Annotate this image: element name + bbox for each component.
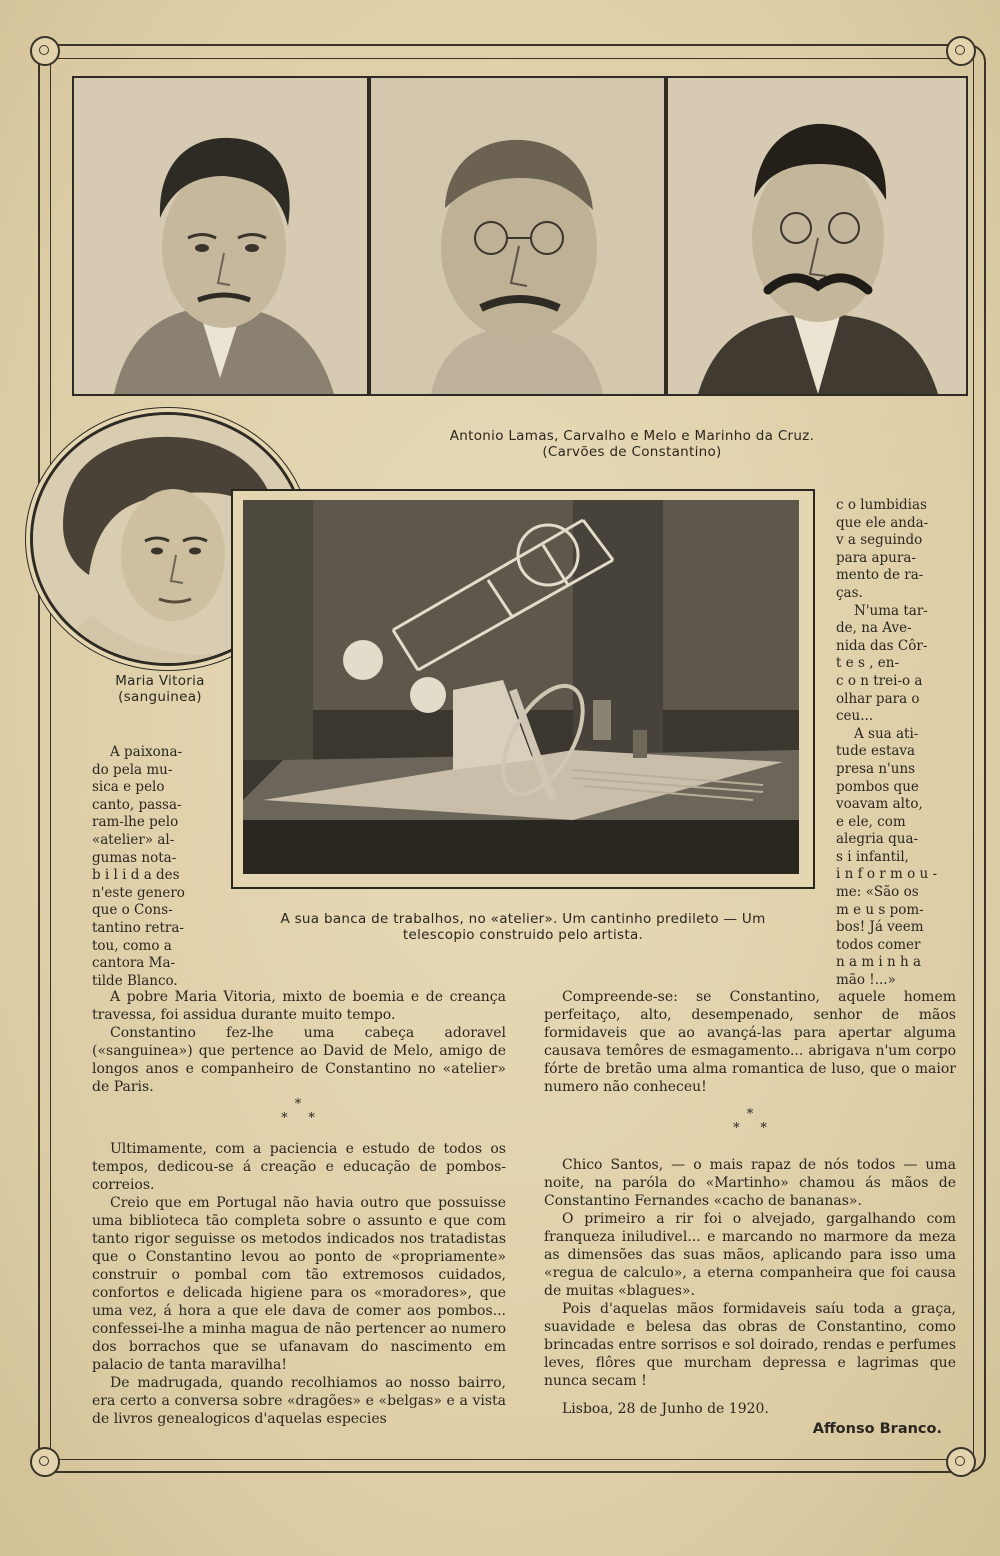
photo-caption <box>238 911 808 943</box>
text-line: voavam alto, <box>836 796 923 813</box>
text-line: n'este genero <box>92 884 185 901</box>
portrait-antonio-lamas <box>72 76 369 396</box>
paragraph: Chico Santos, — o mais rapaz de nós todos — uma noite, na paróla do «Martinho» chamou ás mãos de Constantino Fernandes «cacho de bananas». <box>544 1157 956 1209</box>
portrait-carvalho-e-melo <box>369 76 666 396</box>
separator-star: * <box>733 1121 740 1136</box>
corner-ornament <box>30 1447 60 1477</box>
separator-stars-pair <box>720 1122 780 1136</box>
paragraph: Creio que em Portugal não havia outro que possuisse uma biblioteca tão completa sobre o assunto e que com tanto rigor seguisse os metodos indicados nos tratadistas que o Constantino levou ao ponto de «propriamente» construir o pombal com tão extremosos cuidados, confortos e delicada higiene para os «moradores», que uma vez, á hora a que ele dava de comer aos pombos... confessei-lhe a minha magua de não pertencer ao numero dos borrachos que se ufanavam do nascimento em palacio de tanta maravilha! <box>92 1195 506 1373</box>
text-line: de, na Ave- <box>836 620 912 637</box>
photo-caption-line2: telescopio construido pelo artista. <box>402 927 644 943</box>
corner-ornament <box>30 36 60 66</box>
text-line: b i l i d a des <box>92 867 180 884</box>
text-line: A paixona- <box>110 744 183 760</box>
separator-star: * <box>281 1111 288 1126</box>
text-line: v a seguindo <box>836 532 923 549</box>
paragraph: Constantino fez-lhe uma cabeça adoravel («sanguinea») que pertence ao David de Melo, amigo de longos anos e companheiro de Constantino no «atelier» de Paris. <box>92 1025 506 1095</box>
text-line: me: «São os <box>836 884 919 901</box>
dateline: Lisboa, 28 de Junho de 1920. <box>562 1401 769 1417</box>
left-column-lower <box>92 1140 506 1428</box>
telescope-photograph <box>231 489 815 889</box>
text-line: tilde Blanco. <box>92 972 178 989</box>
text-line: s i infantil, <box>836 848 909 865</box>
text-line: alegria qua- <box>836 831 919 848</box>
section-separator <box>720 1108 780 1136</box>
text-line: ceu... <box>836 708 874 725</box>
paragraph: Pois d'aquelas mãos formidaveis saíu toda a graça, suavidade e belesa das obras de Constantino, como brincadas entre sorrisos e sol doirado, rendas e perfumes leves, flôres que murcham depressa e lagrimas que nunca secam ! <box>544 1301 956 1389</box>
text-line: tou, como a <box>92 937 172 954</box>
oval-caption-line1: Maria Vitoria <box>115 673 205 689</box>
separator-star: * <box>294 1097 302 1112</box>
oval-caption <box>70 673 250 705</box>
text-line: ças. <box>836 584 863 601</box>
text-line: pombos que <box>836 778 919 795</box>
text-line: mento de ra- <box>836 567 924 584</box>
left-narrow-column <box>92 744 224 990</box>
text-line: mão !...» <box>836 972 896 989</box>
text-line: que ele anda- <box>836 514 929 531</box>
text-line: do pela mu- <box>92 761 173 778</box>
text-line: m e u s pom- <box>836 901 924 918</box>
photo-caption-line1: A sua banca de trabalhos, no «atelier». Um cantinho predileto — Um <box>280 911 766 927</box>
text-line: A sua ati- <box>854 725 919 742</box>
text-line: olhar para o <box>836 690 920 707</box>
paragraph: O primeiro a rir foi o alvejado, gargalhando com franqueza iniludivel... e marcando no marmore da meza as dimensões das suas mãos, aplicando para isso uma «regua de calculo», a eterna companheira que foi causa de muitas «blagues». <box>544 1211 956 1299</box>
paragraph: Compreende-se: se Constantino, aquele homem perfeitaço, alto, desempenado, senhor de mãos formidaveis que ao avançá-las para apertar alguma causava temôres de esmagamento... abrigava n'um corpo fórte de bretão uma alma romantica de luso, que o maior numero não conheceu! <box>544 989 956 1095</box>
portrait-marinho-da-cruz <box>666 76 968 396</box>
left-column-upper <box>92 988 506 1096</box>
text-line: cantora Ma- <box>92 955 176 972</box>
text-line: ram-lhe pelo <box>92 814 179 831</box>
right-column-lower <box>544 1156 956 1438</box>
separator-star: * <box>746 1107 754 1122</box>
text-line: tude estava <box>836 743 916 760</box>
paragraph: Ultimamente, com a paciencia e estudo de todos os tempos, dedicou-se á creação e educação de pombos-correios. <box>92 1141 506 1193</box>
text-line: gumas nota- <box>92 849 177 866</box>
text-line: presa n'uns <box>836 760 916 777</box>
text-line: todos comer <box>836 936 921 953</box>
separator-star: * <box>308 1111 315 1126</box>
right-narrow-column <box>836 497 960 990</box>
author-signature: Affonso Branco. <box>812 1421 942 1437</box>
text-line: tantino retra- <box>92 919 184 936</box>
text-line: bos! Já veem <box>836 919 924 936</box>
paragraph: A pobre Maria Vitoria, mixto de boemia e de creança travessa, foi assidua durante muito tempo. <box>92 989 506 1023</box>
text-line: t e s , en- <box>836 655 900 672</box>
text-line: i n f o r m o u - <box>836 866 938 883</box>
portraits-caption-line1: Antonio Lamas, Carvalho e Melo e Marinho da Cruz. <box>449 428 815 444</box>
text-line: canto, passa- <box>92 796 182 813</box>
portraits-caption-line2: (Carvões de Constantino) <box>542 444 722 460</box>
text-line: que o Cons- <box>92 902 173 919</box>
text-line: c o lumbidias <box>836 497 927 513</box>
corner-ornament <box>946 36 976 66</box>
separator-star: * <box>760 1121 767 1136</box>
right-column-upper <box>544 988 956 1096</box>
text-line: sica e pelo <box>92 779 165 796</box>
text-line: N'uma tar- <box>854 602 928 619</box>
text-line: «atelier» al- <box>92 831 175 848</box>
corner-ornament <box>946 1447 976 1477</box>
separator-stars-pair <box>268 1112 328 1126</box>
text-line: e ele, com <box>836 813 906 830</box>
portraits-caption <box>404 428 860 460</box>
text-line: para apura- <box>836 549 916 566</box>
paragraph: De madrugada, quando recolhiamos ao nosso bairro, era certo a conversa sobre «dragões» e «belgas» e a vista de livros genealogicos d'aquelas especies <box>92 1375 506 1427</box>
text-line: n a m i n h a <box>836 954 922 971</box>
oval-caption-line2: (sanguinea) <box>118 689 202 705</box>
text-line: c o n trei-o a <box>836 672 923 689</box>
text-line: nida das Côr- <box>836 637 928 654</box>
section-separator <box>268 1098 328 1126</box>
